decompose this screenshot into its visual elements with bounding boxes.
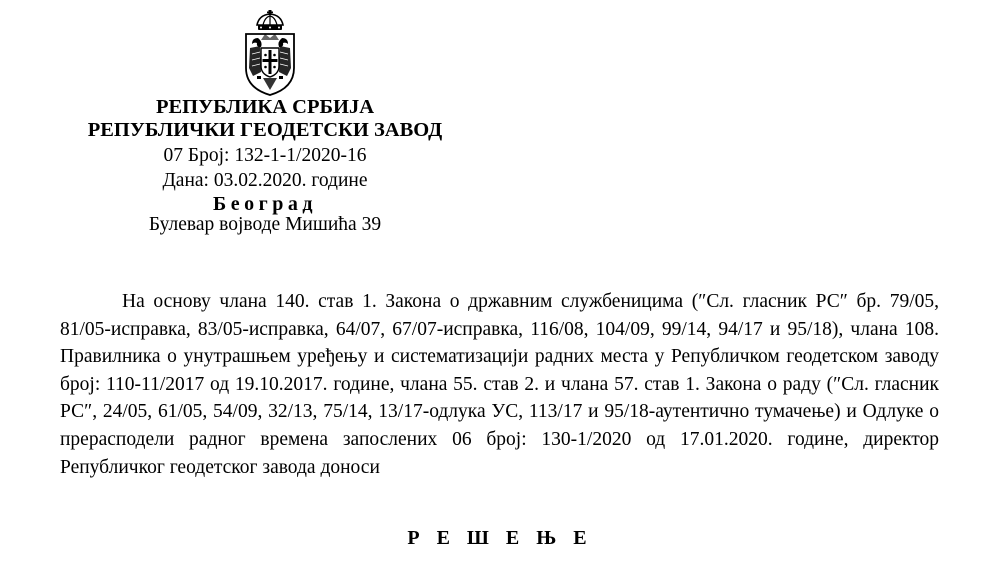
address: Булевар војводе Мишића 39 (148, 214, 382, 235)
decision-title: Р Е Ш Е Њ Е (407, 527, 593, 549)
serbia-coat-of-arms-icon (241, 10, 299, 96)
document-number: 07 Број: 132-1-1/2020-16 (163, 145, 367, 166)
agency-title: РЕПУБЛИЧКИ ГЕОДЕТСКИ ЗАВОД (87, 119, 443, 141)
republic-title: РЕПУБЛИКА СРБИЈА (155, 96, 375, 118)
document-date: Дана: 03.02.2020. године (162, 170, 368, 191)
body-paragraph: На основу члана 140. став 1. Закона о државним службеницима (″Сл. гласник РС″ бр. 79/05, 81/05-исправка, 83/05-исправка, 64/07, 67/07-исправка, 116/08, 104/09, 99/14, 94/17 и 95/18), члана 108. Правилника о унутрашњем уређењу и систематизацији радних места у Републичком геодетском заводу број: 110-11/2017 од 19.10.2017. године, члана 55. став 2. и члана 57. став 1. Закона о раду (″Сл. гласник РС″, 24/05, 61/05, 54/09, 32/13, 75/14, 13/17-одлука УС, 113/17 и 95/18-аутентично тумачење) и Одлуке о прерасподели радног времена запослених 06 број: 130-1/2020 од 17.01.2020. године, директор Републичког геодетског завода доноси (60, 291, 939, 478)
city-name: Београд (213, 193, 317, 215)
